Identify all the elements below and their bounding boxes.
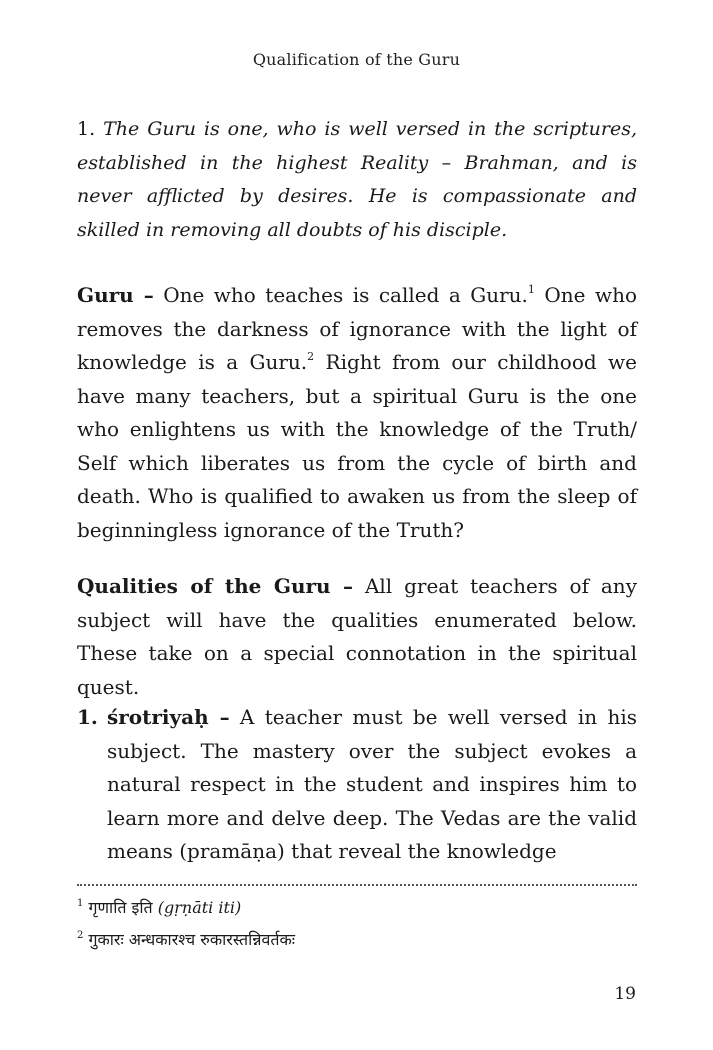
footnote-sanskrit: गृणाति इति [88,898,153,917]
running-head: Qualification of the Guru [252,50,461,69]
qualities-text: All great teachers of any subject will have the qualities enumerated below. These take on a special connotation in the spiritual quest. [77,574,637,699]
guru-paragraph [77,279,637,547]
qualities-term: Qualities of the Guru – [77,574,354,598]
verse-number: 1. [77,118,96,140]
list-item-body [107,701,637,869]
footnote-ref-2[interactable]: 2 [307,350,315,363]
list-item-number: 1. [77,705,98,729]
list-item [77,701,637,869]
guru-text-2: One who removes the darkness of ignorance with the light of knowledge is a Guru. [77,283,637,374]
footnote-transliteration: (gṛṇāti iti) [157,898,242,917]
page-number: 19 [614,984,636,1004]
footnote-1 [77,896,637,918]
footnote-divider [77,884,637,886]
qualities-paragraph [77,570,637,704]
list-item-text: A teacher must be well versed in his subject. The mastery over the subject evokes a natural respect in the student and inspires him to learn more and delve deep. The Vedas are the valid means (pramāṇa) that reveal the knowledge [107,705,638,863]
footnote-2 [77,928,637,950]
footnote-mark: 1 [77,898,84,909]
footnote-sanskrit: गुकारः अन्धकारश्च रुकारस्तन्निवर्तकः [88,930,295,949]
guru-text-3: Right from our childhood we have many teachers, but a spiritual Guru is the one who enlightens us with the knowledge of the Truth/ Self which liberates us from the cycle of birth and death. Who is qualified to awaken us from the sleep of beginningless ignorance of the Truth? [77,350,638,542]
footnote-ref-1[interactable]: 1 [527,283,535,296]
guru-term: Guru – [77,283,154,307]
verse-paragraph [77,113,637,247]
verse-text: The Guru is one, who is well versed in the scriptures, established in the highest Reality – Brahman, and is never afflicted by desires. He is compassionate and skilled in removing all doubts of his disciple. [77,118,637,241]
list-item-term: śrotriyaḥ – [107,705,230,729]
footnote-mark: 2 [77,930,84,941]
guru-text-1: One who teaches is called a Guru. [153,283,528,307]
